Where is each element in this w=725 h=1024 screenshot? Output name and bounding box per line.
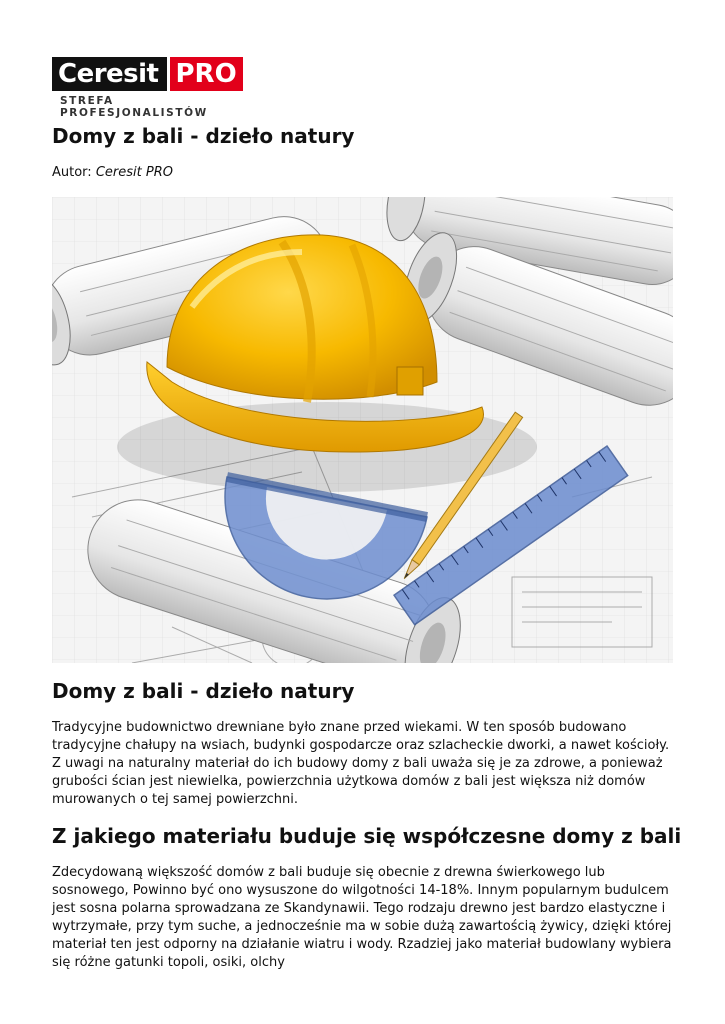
hero-image [52,197,673,663]
section-paragraph: Zdecydowaną większość domów z bali buduje się obecnie z drewna świerkowego lub sosnowego, Powinno być ono wysuszone do wilgotności 14-18%. Innym popularnym budulcem jest sosna polarna sprowadzana ze Skandynawii. Tego rodzaju drewno jest bardzo elastyczne i wytrzymałe, przy tym suche, a jednocześnie ma w sobie dużą zawartością żywicy, dzięki której materiał ten jest odporny na działanie wiatru i wody. Rzadziej jako materiał budowlany wybiera się różne gatunki topoli, osiki, olchy [52,865,672,970]
ceresit-pro-logo[interactable] [52,57,252,119]
logo-pro-badge: PRO [170,57,243,91]
logo-mark [52,57,252,91]
logo-brand-text: Ceresit [52,57,167,91]
page-title: Domy z bali - dzieło natury [52,124,355,148]
author-name: Ceresit PRO [95,165,173,180]
section-heading: Domy z bali - dzieło natury [52,679,355,703]
author-label: Autor: [52,165,92,180]
author-line [52,165,173,180]
section-heading: Z jakiego materiału buduje się współczesne domy z bali [52,824,682,848]
logo-tagline: STREFA PROFESJONALISTÓW [60,95,208,119]
section-paragraph: Tradycyjne budownictwo drewniane było znane przed wiekami. W ten sposób budowano tradycyjne chałupy na wsiach, budynki gospodarcze oraz szlacheckie dworki, a nawet kościoły. Z uwagi na naturalny materiał do ich budowy domy z bali uważa się je za zdrowe, a ponieważ grubości ścian jest niewielka, powierzchnia użytkowa domów z bali jest większa niż domów murowanych o tej samej powierzchni. [52,720,670,807]
hard-hat-blueprints-illustration [52,197,673,663]
